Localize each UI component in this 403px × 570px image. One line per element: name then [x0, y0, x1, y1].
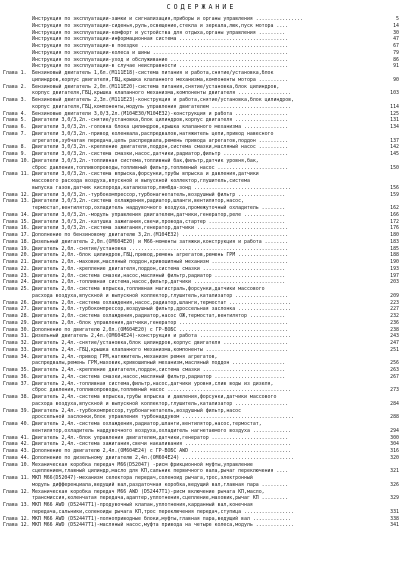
toc-entry-page-number: 162: [390, 205, 399, 211]
toc-entry: [3, 475, 399, 482]
toc-entry-text: Двигатель 2,0л.-блок цилиндров,ГБЦ,привод,ремень агрегатов,ремень ГРМ .................: [32, 252, 289, 259]
toc-entry-page-number: 14: [393, 22, 399, 29]
toc-entry-page-number: 145: [390, 151, 399, 157]
toc-entry-label: Глава 24.: [3, 279, 30, 286]
toc-entry-text: распредвалы,ремень ГРМ,маховик,кривошипный механизм,масляный поддон ..................: [32, 360, 286, 367]
toc-entry: [3, 354, 399, 361]
toc-entry-label: Глава 31.: [3, 333, 30, 340]
toc-entry-page-number: 209: [390, 292, 399, 299]
toc-entry-label: Глава 12.: [3, 522, 30, 529]
toc-entry-page-number: 180: [390, 232, 399, 238]
table-of-contents: [3, 16, 399, 529]
toc-entry: [3, 448, 399, 455]
toc-entry: [3, 124, 399, 131]
toc-entry-page-number: 142: [390, 144, 399, 151]
toc-entry-page-number: 329: [390, 495, 399, 502]
toc-entry: [3, 374, 399, 381]
toc-entry: [3, 435, 399, 442]
toc-entry-page-number: 227: [390, 306, 399, 313]
toc-entry-text: сброс давления,топливопроводы,топливный фильтр,топливный насос ........................: [32, 164, 289, 171]
toc-entry-label: Глава 44.: [3, 454, 30, 461]
toc-entry-text: корпус двигателя,ГБЦ,крышка клапанного механизма,компоненты двигателя ..................: [32, 90, 292, 97]
toc-entry-text: Двигатель 2,0л.-система впрыска,топливная магистраль,форсунки,датчики массового: [32, 286, 265, 292]
toc-entry-label: Глава 1.: [3, 70, 27, 76]
toc-entry-page-number: 321: [390, 468, 399, 475]
toc-entry-label: Глава 17.: [3, 232, 30, 238]
toc-entry-text: Двигатель 2,4л.-снятие/установка,блок цилиндров,корпус двигателя ......................: [32, 340, 289, 346]
toc-entry: [3, 23, 399, 30]
toc-entry-page-number: 183: [390, 238, 399, 245]
toc-entry-page-number: 243: [390, 333, 399, 340]
toc-entry-label: Глава 22.: [3, 265, 30, 272]
toc-entry: [3, 151, 399, 158]
toc-entry-text: расхода воздуха,впускной и выпускной коллектор,глушитель,катализатор ..................: [32, 400, 289, 407]
toc-entry-text: Двигатель 2,0л.-маховик,масляный поддон,кривошипный механизм ..........................: [32, 259, 289, 265]
toc-entry: [3, 111, 399, 118]
toc-entry-label: Глава 37.: [3, 380, 30, 387]
toc-entry-label: Глава 4.: [3, 110, 27, 117]
toc-entry-page-number: 331: [390, 508, 399, 515]
toc-entry: [3, 138, 399, 145]
toc-entry-text: Инструкция по эксплуатации-замки и сигнализация,приборы и органы управления ................: [32, 16, 303, 22]
toc-entry: [3, 158, 399, 165]
toc-entry-page-number: 288: [390, 414, 399, 421]
toc-entry: [3, 462, 399, 469]
toc-entry-text: Двигатель 2,4л.-система зажигания,свечи накаливания ....................................: [32, 441, 292, 448]
toc-entry-label: Глава 12.: [3, 515, 30, 522]
toc-entry: [3, 70, 399, 77]
toc-entry: [3, 394, 399, 401]
toc-entry-page-number: 338: [390, 515, 399, 522]
toc-entry: [3, 327, 399, 334]
toc-entry-page-number: 134: [390, 124, 399, 130]
toc-entry-page-number: 166: [390, 211, 399, 218]
toc-entry: [3, 43, 399, 50]
toc-entry: [3, 219, 399, 226]
toc-entry: [3, 63, 399, 70]
toc-entry-text: Двигатель 2,0л.-турбокомпрессор,воздушный фильтр,дроссельная заслонка ..................: [32, 306, 292, 313]
toc-entry-label: Глава 40.: [3, 421, 30, 427]
toc-entry-page-number: 137: [390, 137, 399, 144]
toc-entry-label: Глава 39.: [3, 407, 30, 414]
toc-entry-page-number: 273: [390, 387, 399, 394]
toc-entry: [3, 144, 399, 151]
toc-entry-page-number: 159: [390, 191, 399, 198]
toc-entry: [3, 104, 399, 111]
toc-entry: [3, 408, 399, 415]
toc-entry-label: Глава 5.: [3, 117, 27, 124]
toc-entry-text: MKП M66(D52047)-механизм селектора передач,соленоид рычага,трос,электронный: [32, 475, 253, 481]
toc-entry-page-number: 125: [390, 110, 399, 117]
toc-entry-text: сброс давления,топливопроводы,топливный насос ..........................................: [32, 387, 292, 394]
toc-entry: [3, 482, 399, 489]
toc-entry-text: сцеплением,главный цилиндр,масло для КП,сальник первичного вала,рычаг переключения ....: [32, 468, 289, 475]
page-title: СОДЕРЖАНИЕ: [166, 3, 237, 11]
toc-entry-text: Инструкция по эксплуатации-в поездке ..................................................: [32, 43, 289, 49]
toc-entry-label: Глава 34.: [3, 353, 30, 360]
toc-entry-text: Двигатели 3,0/3,2л.-головка блока цилиндров,крышка клапанного механизма ...............: [32, 124, 289, 130]
toc-entry-page-number: 156: [390, 184, 399, 191]
toc-entry-text: MKП M66 AWD (D52447T1)-масляный насос,муфта привода на четыре колеса,модуль .............: [32, 522, 295, 529]
toc-entry: [3, 293, 399, 300]
toc-entry-page-number: 251: [390, 346, 399, 353]
toc-entry-page-number: 203: [390, 279, 399, 286]
toc-entry-text: Дизельный двигатель 2,0л.(OM604E20) и M66-моменты затяжки,конструкция и работа ........: [32, 238, 289, 245]
toc-entry-text: Бензиновые двигатели 3,0/3,2л.(M104E30/M104E32)-конструкция и работа ..................: [32, 110, 289, 117]
toc-entry-text: Двигатель 2,4л.-крепление двигателя,поддон,система смазки ............................: [32, 367, 286, 373]
toc-entry-label: Глава 41.: [3, 434, 30, 441]
toc-entry-label: Глава 14.: [3, 211, 30, 218]
toc-entry-page-number: 188: [390, 252, 399, 259]
toc-entry-text: Двигатели 3,0/3,2л.-модуль управления двигателем,датчики,генератор,реле ..............: [32, 211, 286, 218]
toc-entry-label: Глава 2.: [3, 83, 27, 90]
toc-entry-page-number: 79: [393, 49, 399, 56]
toc-entry-page-number: 86: [393, 56, 399, 63]
toc-entry-page-number: 294: [390, 427, 399, 434]
toc-entry-text: вентилятор,охладитель наддувочного воздуха,охладитель нагнетаемого воздуха .............: [32, 427, 292, 434]
toc-entry: [3, 252, 399, 259]
toc-entry-text: Дополнение по бензиновому двигателю 3,2л.(M104E32) ....................................: [32, 232, 289, 238]
toc-entry-text: Двигатель 2,4л.-система впрыска,трубы впрыска и давления,форсунки,датчики массового: [32, 394, 277, 400]
toc-entry-text: Дополнение по дизельному двигателю 2,4л.(OM604E24) ......................................: [32, 454, 295, 461]
toc-entry-text: расхода воздуха,впускной и выпускной коллектор,глушитель,катализатор ..................: [32, 292, 289, 299]
toc-entry-text: Двигатель 2,4л.-система охлаждения,радиатор,шланги,вентилятор,насос,термостат,: [32, 421, 262, 427]
toc-entry: [3, 57, 399, 64]
toc-entry-page-number: 320: [390, 454, 399, 461]
toc-entry: [3, 171, 399, 178]
toc-entry-text: Двигатель 2,0л.-система смазки,насос,масляный фильтр,радиатор ........................: [32, 272, 286, 279]
toc-entry: [3, 97, 399, 104]
toc-entry-page-number: 172: [390, 218, 399, 225]
toc-entry-text: Двигатели 3,0/3,2л.-снятие/установка,блок цилиндров,корпус двигателя ..................: [32, 117, 289, 124]
toc-entry-label: Глава 29.: [3, 319, 30, 326]
toc-entry-text: выпуска газов,датчик кислорода,катализатор,лямбда-зонд .................................: [32, 184, 292, 191]
toc-entry-label: Глава 6.: [3, 124, 27, 130]
toc-entry-text: дроссельной заслонки,блок управления турбонаддувом ......................................: [32, 414, 295, 421]
toc-entry-text: Двигатель 2,4л.-привод ГРМ,натяжитель,механизм ремня агрегатов,: [32, 353, 218, 360]
toc-entry-label: Глава 9.: [3, 151, 27, 157]
toc-entry-page-number: 326: [390, 481, 399, 488]
toc-entry-page-number: 185: [390, 245, 399, 252]
toc-entry-text: Двигатели 3,0/3,2л.-система впрыска,форсунки,трубы впрыска и давления,датчики: [32, 171, 259, 178]
toc-entry-label: Глава 43.: [3, 448, 30, 454]
toc-entry: [3, 306, 399, 313]
toc-entry: [3, 77, 399, 84]
toc-entry-page-number: 197: [390, 272, 399, 279]
toc-entry: [3, 273, 399, 280]
toc-entry: [3, 495, 399, 502]
toc-entry-page-number: 300: [390, 434, 399, 441]
toc-entry-text: модуль дифференциала,ведущий вал,раздаточная коробка,ведущий вал,главная пара .........: [32, 481, 289, 488]
toc-entry-page-number: 176: [390, 225, 399, 232]
toc-entry-text: Двигатель 2,4л.-ГБЦ,крышка клапанного механизма,компоненты ............................: [32, 346, 289, 353]
toc-entry: [3, 300, 399, 307]
toc-entry-text: Инструкция по эксплуатации-сиденья,руль,освещение,стекла и зеркала,люк,пуск мотора ....: [32, 22, 289, 29]
toc-entry-text: Инструкция по эксплуатации-уход и обслуживание ........................................: [32, 56, 289, 63]
toc-entry: [3, 381, 399, 388]
toc-entry-text: трансмиссия,коленчатая передача,адаптер,уплотнения,сцепление,маховик,рычаг КП .........: [32, 495, 289, 502]
toc-entry-text: Механическая коробка передач M66(D52047) -рисм фрикционной муфты,управление: [32, 461, 253, 468]
toc-entry-page-number: 341: [390, 522, 399, 529]
toc-entry-page-number: 223: [390, 299, 399, 306]
toc-entry-text: Двигатели 3,0/3,2л.-система смазки,насос,датчики,радиатор,фильтр ......................: [32, 151, 289, 157]
toc-entry-page-number: 304: [390, 441, 399, 448]
toc-entry-text: Двигатель 2,0л.-топливная система,насос,фильтр,датчики ...............................: [32, 279, 286, 286]
toc-entry-text: Инструкция по эксплуатации-в случае неисправности .....................................: [32, 63, 289, 70]
toc-entry-label: Глава 25.: [3, 286, 30, 292]
toc-entry-page-number: 114: [390, 103, 399, 110]
toc-entry-label: Глава 23.: [3, 272, 30, 279]
toc-entry-label: Глава 7.: [3, 130, 27, 137]
toc-entry: [3, 320, 399, 327]
toc-entry-text: Бензиновый двигатель 2,0л.(M111E20)-система питания,снятие/установка,блок цилиндров,: [32, 83, 280, 90]
toc-entry: [3, 36, 399, 43]
toc-entry-label: Глава 28.: [3, 313, 30, 319]
toc-entry-label: Глава 12.: [3, 191, 30, 198]
toc-entry-page-number: 316: [390, 448, 399, 454]
toc-entry-label: Глава 12.: [3, 488, 30, 495]
toc-entry-text: цилиндров,корпус двигателя,ГБЦ,крышка клапанного механизма,компоненты мотора ..........: [32, 76, 289, 83]
toc-entry-page-number: 90: [393, 76, 399, 83]
toc-entry-page-number: 238: [390, 326, 399, 333]
toc-entry: [3, 50, 399, 57]
toc-entry-text: Бензиновый двигатель 1,6л.(M111E18)-система питания и работа,снятие/установка,блок: [32, 70, 274, 76]
toc-entry: [3, 522, 399, 529]
toc-entry-text: корпус двигателя,ГБЦ,компоненты,модуль управления двигателем ...........................: [32, 103, 292, 110]
toc-entry-text: Двигатели 3,0/3,2л.-система зажигания,генератор,датчики ...............................: [32, 225, 289, 232]
toc-entry-page-number: 256: [390, 360, 399, 367]
toc-entry-label: Глава 16.: [3, 225, 30, 232]
toc-entry-text: MKП M66 AWD (D52447T1)-продувочный клапан,уплотнения,карданный вал,конечная: [32, 502, 253, 508]
toc-entry-text: Двигатели 3,0/3,2л.-топливная система,топливный бак,фильтр,датчик уровня,бак,: [32, 157, 259, 164]
toc-entry: [3, 198, 399, 205]
toc-entry: [3, 192, 399, 199]
toc-entry-label: Глава 8.: [3, 144, 27, 151]
toc-entry: [3, 225, 399, 232]
toc-entry-text: агрегатов,зубчатая передача,цепь распредвала,ремень привода агрегатов,поддон ..........: [32, 137, 289, 144]
toc-entry-label: Глава 30.: [3, 326, 30, 333]
toc-entry-text: Инструкция по эксплуатации-комфорт и устройства для отдыха,органы управления .........: [32, 29, 286, 36]
toc-entry: [3, 360, 399, 367]
toc-entry-text: передача,сальники,соленоиды рычага КП,трос переключения передач,ступица .................: [32, 508, 295, 515]
toc-entry: [3, 205, 399, 212]
toc-entry: [3, 428, 399, 435]
toc-entry: [3, 401, 399, 408]
toc-entry-text: Двигатель 2,0л.-система охлаждения,насос,радиатор,шланги,термостат .....................: [32, 299, 292, 306]
toc-entry: [3, 30, 399, 37]
toc-entry-text: MKП M66 AWD (D52447T1)-полноприводные блоки,муфты,главная пара,ведущий вал .............: [32, 515, 292, 522]
toc-entry-text: Двигатель 2,4л.-топливная система,фильтр,насос,датчики уровня,слив воды из дизеля,: [32, 380, 274, 387]
toc-entry-label: Глава 26.: [3, 299, 30, 306]
toc-entry: [3, 516, 399, 523]
toc-entry-label: Глава 3.: [3, 97, 27, 103]
toc-entry-label: Глава 10.: [3, 461, 30, 468]
toc-entry-text: Двигатель 2,4л.-блок управления двигателем,датчики,генератор ..........................: [32, 434, 289, 441]
toc-entry-page-number: 103: [390, 90, 399, 97]
toc-entry-text: Двигатель 2,0л.-система охлаждения,радиатор,насос ОЖ,термостат,вентилятор ............: [32, 313, 286, 319]
toc-entry: [3, 259, 399, 266]
toc-entry: [3, 441, 399, 448]
toc-entry: [3, 90, 399, 97]
toc-entry-text: Двигатели 3,0/3,2л.-катушка зажигания,свечи,провода,стартер ..........................: [32, 218, 286, 225]
toc-entry-label: Глава 27.: [3, 306, 30, 313]
toc-entry: [3, 286, 399, 293]
toc-entry-text: Двигатели 3,0/3,2л.-привод коленвала,распредвалов,натяжитель цепи,привод навесного: [32, 130, 274, 137]
toc-entry: [3, 266, 399, 273]
toc-entry-label: Глава 21.: [3, 259, 30, 265]
toc-entry: [3, 239, 399, 246]
toc-entry: [3, 279, 399, 286]
toc-entry: [3, 165, 399, 172]
toc-entry: [3, 212, 399, 219]
toc-entry-label: Глава 13.: [3, 502, 30, 508]
toc-entry-page-number: 91: [393, 63, 399, 70]
toc-entry: [3, 509, 399, 516]
toc-entry: [3, 232, 399, 239]
toc-entry: [3, 455, 399, 462]
toc-entry-text: Двигатель 2,4л.-система смазки,насос,масляный фильтр,радиатор ........................: [32, 373, 286, 380]
toc-entry-label: Глава 10.: [3, 157, 30, 164]
toc-entry-page-number: 67: [393, 43, 399, 49]
toc-entry-label: Глава 18.: [3, 238, 30, 245]
toc-entry-label: Глава 42.: [3, 441, 30, 448]
toc-entry-page-number: 232: [390, 313, 399, 319]
toc-entry-label: Глава 11.: [3, 171, 30, 178]
toc-entry-text: Двигатель 2,0л.-крепление двигателя,поддон,система смазки ............................: [32, 265, 286, 272]
toc-entry-label: Глава 32.: [3, 340, 30, 346]
toc-entry-page-number: 30: [393, 29, 399, 36]
toc-entry-label: Глава 35.: [3, 367, 30, 373]
toc-entry: [3, 117, 399, 124]
toc-entry: [3, 502, 399, 509]
toc-entry-page-number: 190: [390, 259, 399, 265]
toc-entry: [3, 313, 399, 320]
toc-entry: [3, 489, 399, 496]
toc-entry-text: Двигатели 3,0/3,2л.-крепление двигателя,поддон,система смазки,масляный насос ..........: [32, 144, 289, 151]
toc-entry-label: Глава 20.: [3, 252, 30, 259]
toc-entry-text: Инструкция по эксплуатации-колеса и шины ..............................................: [32, 49, 289, 56]
toc-entry: [3, 347, 399, 354]
toc-entry-text: массового расхода воздуха,впускной и выпускной коллектор,глушитель,система: [32, 178, 250, 184]
toc-entry-label: Глава 13.: [3, 198, 30, 205]
toc-entry-label: Глава 19.: [3, 245, 30, 252]
toc-entry: [3, 16, 399, 23]
toc-entry-text: Инструкция по эксплуатации-информационная система .....................................: [32, 36, 289, 43]
toc-entry-label: Глава 36.: [3, 373, 30, 380]
toc-entry-text: Двигатель 2,0л.-снятие/установка ......................................................: [32, 245, 289, 252]
toc-entry-label: Глава 38.: [3, 394, 30, 400]
toc-entry-text: Двигатели 3,0/3,2л.-система охлаждения,радиатор,шланги,вентилятор,насос,: [32, 198, 244, 205]
toc-entry: [3, 367, 399, 374]
toc-entry-text: Механическая коробка передач M66 AWD (D52447T1)-рисм включение рычага КП,масло,: [32, 488, 265, 495]
toc-entry: [3, 468, 399, 475]
toc-entry-text: Дополнение по двигателю 2,0л.(OM604E20) с ГР-ВОБС .....................................: [32, 326, 289, 333]
toc-entry-page-number: 247: [390, 340, 399, 346]
toc-entry-page-number: 236: [390, 319, 399, 326]
toc-entry-page-number: 131: [390, 117, 399, 124]
toc-entry: [3, 84, 399, 91]
toc-entry-page-number: 47: [393, 36, 399, 43]
toc-entry-page-number: 193: [390, 265, 399, 272]
toc-entry: [3, 387, 399, 394]
toc-entry-page-number: 150: [390, 164, 399, 171]
toc-entry: [3, 185, 399, 192]
toc-entry-text: Двигатель 2,0л.-блок управления,датчики,генератор .....................................: [32, 319, 289, 326]
toc-entry: [3, 178, 399, 185]
toc-entry-text: Дополнение по двигателю 2,4л.(OM604E24) с ГР-ВОБС AWD ..................................: [32, 448, 292, 454]
toc-entry: [3, 421, 399, 428]
toc-entry: [3, 131, 399, 138]
toc-entry-label: Глава 15.: [3, 218, 30, 225]
toc-entry-page-number: 263: [390, 367, 399, 373]
toc-entry-page-number: 284: [390, 400, 399, 407]
toc-entry-text: Двигатель 2,4л.-турбокомпрессор,турбонагнетатель,воздушный фильтр,насос: [32, 407, 242, 414]
toc-entry: [3, 333, 399, 340]
toc-entry: [3, 246, 399, 253]
toc-entry-text: Бензиновый двигатель 2,3л.(M111E23)-конструкция и работа,снятие/установка,блок цилиндров,: [32, 97, 295, 103]
toc-entry-page-number: 267: [390, 373, 399, 380]
toc-entry-label: Глава 33.: [3, 346, 30, 353]
toc-entry: [3, 340, 399, 347]
toc-entry-text: Дизельный двигатель 2,4л.(OM604E24)-конструкция и работа ...............................: [32, 333, 292, 340]
toc-entry: [3, 414, 399, 421]
toc-entry-text: Двигатели 3,0/3,2л.-турбокомпрессор,турбонагнетатель,воздушный фильтр ................: [32, 191, 286, 198]
toc-entry-label: Глава 11.: [3, 475, 30, 481]
toc-entry-page-number: 5: [396, 16, 399, 22]
toc-entry-text: термостат,вентилятор,охладитель наддувочного воздуха,промежуточный охладитель ........: [32, 205, 286, 211]
